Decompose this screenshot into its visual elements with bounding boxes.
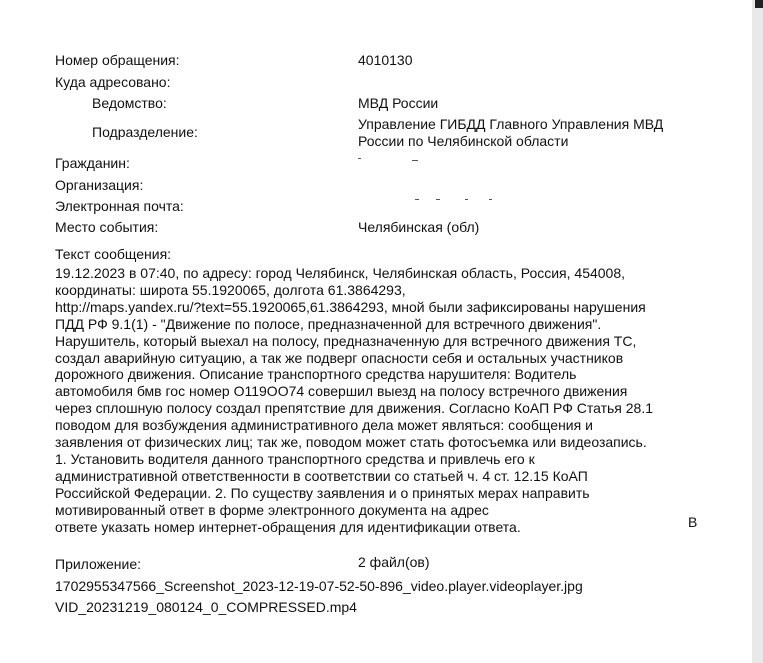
attachments-label: Приложение: [55,556,142,572]
department-value: МВД России [358,95,439,111]
request-number-label: Номер обращения: [55,52,180,68]
attachments-count: 2 файл(ов) [358,554,430,570]
redaction-mark [412,160,418,161]
attachment-file: VID_20231219_080124_0_COMPRESSED.mp4 [55,599,357,615]
message-tail-word: В [688,514,698,530]
subdivision-value: Управление ГИБДД Главного Управления МВД России по Челябинской области [358,116,664,149]
attachment-file: 1702955347566_Screenshot_2023-12-19-07-52-50-896_video.player.videoplayer.jpg [55,578,583,594]
request-number-value: 4010130 [358,52,413,68]
message-text: 19.12.2023 в 07:40, по адресу: город Челябинск, Челябинская область, Россия, 454008, координаты: широта 55.1920065, долгота 61.3864293, http://maps.yandex.ru/?text=55.1920065,61.3864293, мной были зафиксированы нарушения ПДД РФ 9.1(1) - "Движение по полосе, предназначенной для встречного движения". Нарушитель, который выехал на полосу, предназначенную для встречного движения ТС, создал аварийную ситуацию, а так же подверг опасности себя и остальных участников дорожного движения. Описание транспортного средства нарушителя: Водитель автомобиля бмв гос номер О119ОО74 совершил выезд на полосу встречного движения через сплошную полосу создал препятствие для движения. Согласно КоАП РФ Статья 28.1 поводом для возбуждения административного дела может являться: сообщения и заявления от физических лиц; так же, поводом может стать фотосъемка или видеозапись. 1. Установить водителя данного транспортного средства и привлечь его к административной ответственности в соответствии со статьей ч. 4 ст. 12.15 КоАП Российской Федерации. 2. По существу заявления и о принятых мерах направить мотивированный ответ в форме электронного документа на адрес ответе указать номер интернет-обращения для идентификации ответа. [55,265,654,535]
message-label: Текст сообщения: [55,246,172,262]
redaction-mark [358,158,361,159]
redaction-mark [465,199,468,200]
location-value: Челябинская (обл) [358,219,480,235]
page-edge [752,0,763,663]
addressed-to-label: Куда адресовано: [55,74,171,90]
email-label: Электронная почта: [55,198,184,214]
redaction-mark [415,199,419,200]
department-label: Ведомство: [92,95,167,111]
redaction-mark [489,199,492,200]
subdivision-label: Подразделение: [92,124,198,140]
redaction-mark [436,199,440,200]
location-label: Место события: [55,219,159,235]
citizen-label: Гражданин: [55,155,130,171]
corner-mark [755,0,763,8]
organization-label: Организация: [55,177,144,193]
